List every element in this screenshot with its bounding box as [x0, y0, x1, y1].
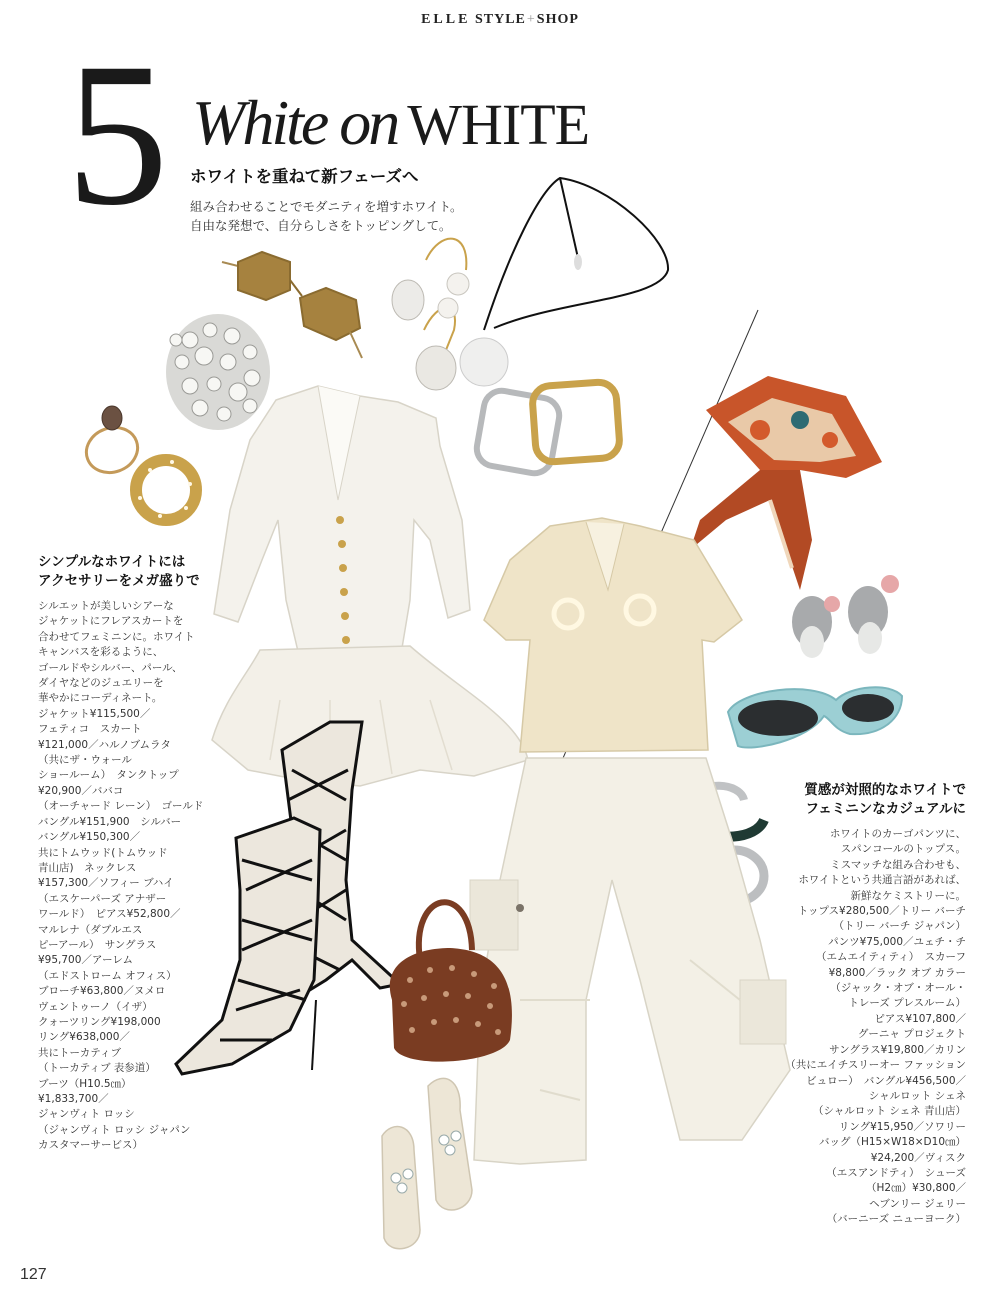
feature-lead: 組み合わせることでモダニティを増すホワイト。 自由な発想で、自分らしさをトッピングして。: [190, 199, 463, 233]
section-style: STYLE: [474, 12, 526, 27]
feature-number: 5: [66, 21, 169, 248]
gold-ring-icon: [136, 460, 196, 520]
flower-earrings-icon: [792, 575, 899, 658]
left-column-heading: シンプルなホワイトには アクセサリーをメガ盛りで: [38, 554, 200, 589]
blue-sunglasses-icon: [728, 687, 902, 747]
printed-scarf-icon: [690, 376, 882, 590]
cord-necklace-icon: [460, 178, 668, 386]
section-shop: SHOP: [536, 12, 579, 27]
feature-subtitle: ホワイトを重ねて新フェーズへ: [190, 167, 419, 186]
white-skirt-icon: [212, 646, 528, 786]
right-credits-column: [785, 781, 966, 1228]
left-column-body: シルエットが美しいシアーな ジャケットにフレアスカートを 合わせてフェミニンに。ホワイト キャンバスを彩るように、 ゴールドやシルバー、パール、 ダイヤなどのジュエリーを 華やかにコーディネート。 ジャケット¥115,500／ フェティコ スカート ¥121,000／ハルノブムラタ （共にザ・ウォール ショールーム） タンクトップ ¥20,900／ババコ （オーチャード レーン） ゴールド バングル¥151,900 シルバー バングル¥150,300／ 共にトムウッド(トムウッド 青山店) ネックレス ¥157,300／ソフィー ブハイ （エスケーパーズ アナザー ワールド） ピアス¥52,800／ マルレナ（ダブルエス ピーアール） サングラス ¥95,700／アーレム （エドストローム オフィス） ブローチ¥63,800／ヌメロ ヴェントゥーノ（イザ） クォーツリング¥198,000 リング¥638,000／ 共にトーカティブ （トーカティブ 表参道） ブーツ（H10.5㎝） ¥1,833,700／ ジャンヴィト ロッシ （ジャンヴィト ロッシ ジャパン カスタマーサービス）: [38, 600, 204, 1152]
sequin-top-icon: [484, 518, 742, 752]
right-column-heading: 質感が対照的なホワイトで フェミニンなカジュアルに: [804, 782, 966, 817]
section-separator: +: [526, 12, 536, 27]
brand-logo: ELLE: [421, 12, 471, 27]
quartz-ring-icon: [80, 406, 144, 480]
feature-title: [192, 86, 589, 160]
jelly-flats-icon: [382, 1078, 472, 1248]
cargo-pants-icon: [470, 758, 790, 1164]
right-column-body: ホワイトのカーゴパンツに、 スパンコールのトップス。 ミスマッチな組み合わせも、 ホワイトという共通言語があれば、 新鮮なケミストリーに。 トップス¥280,500／トリー バーチ （トリー バーチ ジャパン） パンツ¥75,000／ユェチ・チ （エムエイティティ） スカーフ ¥8,800／ラック オブ カラー （ジャック・オブ・オール・ トレーズ プレスルーム） ピアス¥107,800／ グーニャ プロジェクト サングラス¥19,800／カリン （共にエイチスリーオー ファッション ビュロー） バングル¥456,500／ シャルロット シェネ （シャルロット シェネ 青山店） リング¥15,950／ソワリー バッグ（H15×W18×D10㎝） ¥24,200／ヴィスク （エスアンドティ） シューズ （H2㎝）¥30,800／ ヘブンリー ジェリー （バーニーズ ニューヨーク）: [785, 828, 966, 1226]
crystal-brooch-icon: [166, 314, 270, 430]
left-credits-column: [38, 553, 203, 1154]
gold-bangle-icon: [531, 381, 620, 463]
white-jacket-icon: [214, 386, 470, 660]
pearl-earrings-icon: [392, 239, 469, 390]
page-number: 127: [20, 1266, 47, 1283]
feature-title-caps: WHITE: [407, 92, 590, 157]
feature-title-script: White on: [192, 87, 398, 158]
